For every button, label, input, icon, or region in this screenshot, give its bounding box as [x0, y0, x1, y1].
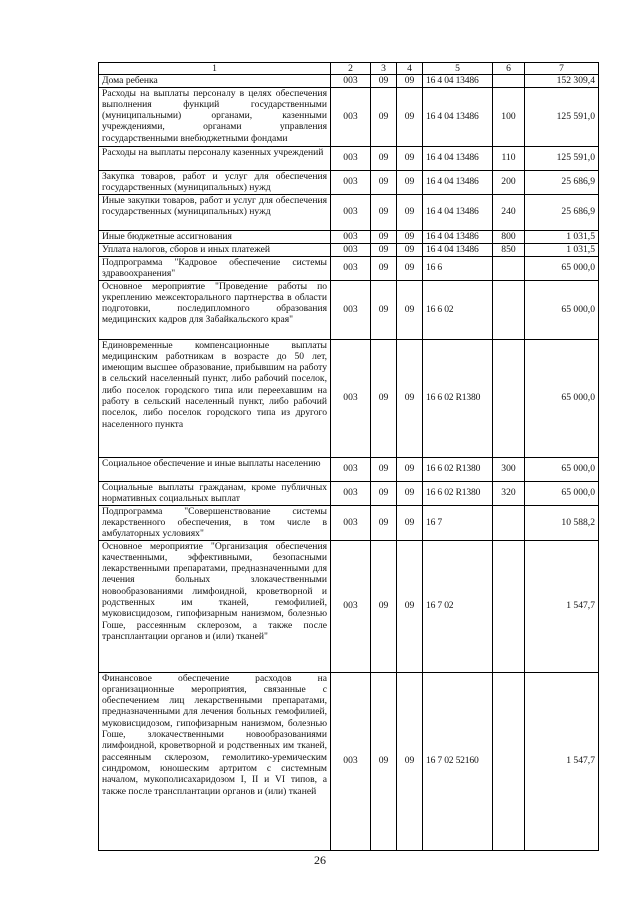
header-cell-2: 2 — [331, 63, 371, 75]
code-ministry: 003 — [331, 339, 371, 457]
header-cell-6: 6 — [493, 63, 525, 75]
code-expense-type: 200 — [493, 170, 525, 194]
code-target-article: 16 4 04 13486 — [423, 194, 493, 230]
code-expense-type: 850 — [493, 243, 525, 256]
code-subsection: 09 — [397, 457, 423, 481]
code-expense-type: 320 — [493, 481, 525, 505]
code-target-article: 16 6 02 R1380 — [423, 339, 493, 457]
amount: 1 547,7 — [525, 672, 599, 850]
code-subsection: 09 — [397, 540, 423, 672]
row-name: Расходы на выплаты персоналу казенных учреждений — [99, 146, 331, 170]
code-expense-type: 110 — [493, 146, 525, 170]
code-section: 09 — [371, 457, 397, 481]
code-section: 09 — [371, 339, 397, 457]
amount: 1 031,5 — [525, 243, 599, 256]
code-target-article: 16 7 — [423, 505, 493, 540]
table-header-row — [99, 63, 599, 75]
code-subsection: 09 — [397, 146, 423, 170]
code-ministry: 003 — [331, 170, 371, 194]
table-row — [99, 280, 599, 339]
amount: 65 000,0 — [525, 481, 599, 505]
row-name: Единовременные компенсационные выплаты медицинским работникам в возрасте до 50 лет, имеющим высшее образование, прибывшим на работу в сельский населенный пункт, либо рабочий поселок, либо поселок городского типа или переехавшим на работу в сельский населенный пункт, либо рабочий поселок, либо поселок городского типа из другого населенного пункта — [99, 339, 331, 457]
table-row — [99, 87, 599, 146]
row-name: Основное мероприятие "Проведение работы по укреплению межсекторального партнерства в области подготовки, последипломного образования медицинских кадров для Забайкальского края" — [99, 280, 331, 339]
row-name: Расходы на выплаты персоналу в целях обеспечения выполнения функций государственными (муниципальными) органами, казенными учреждениями, органами управления государственными внебюджетными фондами — [99, 87, 331, 146]
table-row — [99, 170, 599, 194]
code-section: 09 — [371, 230, 397, 243]
row-name: Закупка товаров, работ и услуг для обеспечения государственных (муниципальных) нужд — [99, 170, 331, 194]
code-subsection: 09 — [397, 243, 423, 256]
code-expense-type — [493, 505, 525, 540]
code-subsection: 09 — [397, 194, 423, 230]
row-name: Социальные выплаты гражданам, кроме публичных нормативных социальных выплат — [99, 481, 331, 505]
code-target-article: 16 6 02 — [423, 280, 493, 339]
code-ministry: 003 — [331, 540, 371, 672]
code-ministry: 003 — [331, 75, 371, 87]
table-row — [99, 75, 599, 87]
table-row — [99, 672, 599, 850]
code-expense-type — [493, 256, 525, 280]
header-cell-4: 4 — [397, 63, 423, 75]
row-name: Основное мероприятие "Организация обеспечения качественными, эффективными, безопасными лекарственными препаратами, предназначенными для лечения больных злокачественными новообразованиями лимфоидной, кроветворной и родственных им тканей, гемофилией, муковисцидозом, гипофизарным нанизмом, болезнью Гоше, рассеянным склерозом, а также после трансплантации органов и (или) тканей" — [99, 540, 331, 672]
code-target-article: 16 4 04 13486 — [423, 146, 493, 170]
code-target-article: 16 4 04 13486 — [423, 87, 493, 146]
code-ministry: 003 — [331, 280, 371, 339]
code-subsection: 09 — [397, 170, 423, 194]
code-section: 09 — [371, 672, 397, 850]
code-subsection: 09 — [397, 87, 423, 146]
code-target-article: 16 6 02 R1380 — [423, 481, 493, 505]
code-section: 09 — [371, 280, 397, 339]
code-section: 09 — [371, 481, 397, 505]
row-name: Иные закупки товаров, работ и услуг для обеспечения государственных (муниципальных) нужд — [99, 194, 331, 230]
header-cell-1: 1 — [99, 63, 331, 75]
code-target-article: 16 4 04 13486 — [423, 75, 493, 87]
row-name: Уплата налогов, сборов и иных платежей — [99, 243, 331, 256]
code-ministry: 003 — [331, 194, 371, 230]
code-target-article: 16 4 04 13486 — [423, 230, 493, 243]
amount: 65 000,0 — [525, 280, 599, 339]
code-subsection: 09 — [397, 256, 423, 280]
code-ministry: 003 — [331, 230, 371, 243]
row-name: Социальное обеспечение и иные выплаты населению — [99, 457, 331, 481]
code-section: 09 — [371, 146, 397, 170]
code-expense-type — [493, 540, 525, 672]
table-row — [99, 457, 599, 481]
code-section: 09 — [371, 75, 397, 87]
code-ministry: 003 — [331, 87, 371, 146]
table-row — [99, 256, 599, 280]
table-row — [99, 230, 599, 243]
row-name: Финансовое обеспечение расходов на организационные мероприятия, связанные с обеспечением лиц лекарственными препаратами, предназначенными для лечения больных гемофилией, муковисцидозом, гипофизарным нанизмом, болезнью Гоше, злокачественными новообразованиями лимфоидной, кроветворной и родственных им тканей, рассеянным склерозом, гемолитико-уремическим синдромом, юношеским артритом с системным началом, мукополисахаридозом I, II и VI типов, а также после трансплантации органов и (или) тканей — [99, 672, 331, 850]
code-section: 09 — [371, 540, 397, 672]
row-name: Иные бюджетные ассигнования — [99, 230, 331, 243]
amount: 10 588,2 — [525, 505, 599, 540]
code-expense-type — [493, 339, 525, 457]
table-row — [99, 540, 599, 672]
table-row — [99, 481, 599, 505]
code-expense-type — [493, 280, 525, 339]
code-subsection: 09 — [397, 505, 423, 540]
code-target-article: 16 7 02 — [423, 540, 493, 672]
code-expense-type: 240 — [493, 194, 525, 230]
code-expense-type — [493, 672, 525, 850]
code-subsection: 09 — [397, 672, 423, 850]
amount: 65 000,0 — [525, 256, 599, 280]
code-expense-type: 100 — [493, 87, 525, 146]
code-section: 09 — [371, 256, 397, 280]
amount: 125 591,0 — [525, 146, 599, 170]
header-cell-7: 7 — [525, 63, 599, 75]
code-target-article: 16 6 02 R1380 — [423, 457, 493, 481]
code-ministry: 003 — [331, 243, 371, 256]
code-expense-type: 300 — [493, 457, 525, 481]
amount: 1 031,5 — [525, 230, 599, 243]
budget-table — [98, 62, 599, 851]
code-target-article: 16 7 02 52160 — [423, 672, 493, 850]
code-ministry: 003 — [331, 672, 371, 850]
code-subsection: 09 — [397, 75, 423, 87]
table-row — [99, 146, 599, 170]
code-subsection: 09 — [397, 339, 423, 457]
amount: 125 591,0 — [525, 87, 599, 146]
header-cell-3: 3 — [371, 63, 397, 75]
code-subsection: 09 — [397, 230, 423, 243]
amount: 1 547,7 — [525, 540, 599, 672]
table-row — [99, 243, 599, 256]
code-ministry: 003 — [331, 256, 371, 280]
page-number: 26 — [314, 853, 326, 867]
code-section: 09 — [371, 243, 397, 256]
code-subsection: 09 — [397, 280, 423, 339]
code-section: 09 — [371, 170, 397, 194]
table-row — [99, 505, 599, 540]
code-ministry: 003 — [331, 457, 371, 481]
code-ministry: 003 — [331, 146, 371, 170]
code-expense-type — [493, 75, 525, 87]
code-expense-type: 800 — [493, 230, 525, 243]
amount: 65 000,0 — [525, 457, 599, 481]
row-name: Дома ребенка — [99, 75, 331, 87]
header-cell-5: 5 — [423, 63, 493, 75]
row-name: Подпрограмма "Совершенствование системы лекарственного обеспечения, в том числе в амбулаторных условиях" — [99, 505, 331, 540]
code-section: 09 — [371, 87, 397, 146]
code-subsection: 09 — [397, 481, 423, 505]
code-target-article: 16 4 04 13486 — [423, 243, 493, 256]
amount: 152 309,4 — [525, 75, 599, 87]
code-target-article: 16 4 04 13486 — [423, 170, 493, 194]
code-section: 09 — [371, 194, 397, 230]
row-name: Подпрограмма "Кадровое обеспечение системы здравоохранения" — [99, 256, 331, 280]
code-target-article: 16 6 — [423, 256, 493, 280]
code-ministry: 003 — [331, 481, 371, 505]
amount: 25 686,9 — [525, 170, 599, 194]
code-section: 09 — [371, 505, 397, 540]
amount: 25 686,9 — [525, 194, 599, 230]
table-row — [99, 194, 599, 230]
amount: 65 000,0 — [525, 339, 599, 457]
table-row — [99, 339, 599, 457]
code-ministry: 003 — [331, 505, 371, 540]
